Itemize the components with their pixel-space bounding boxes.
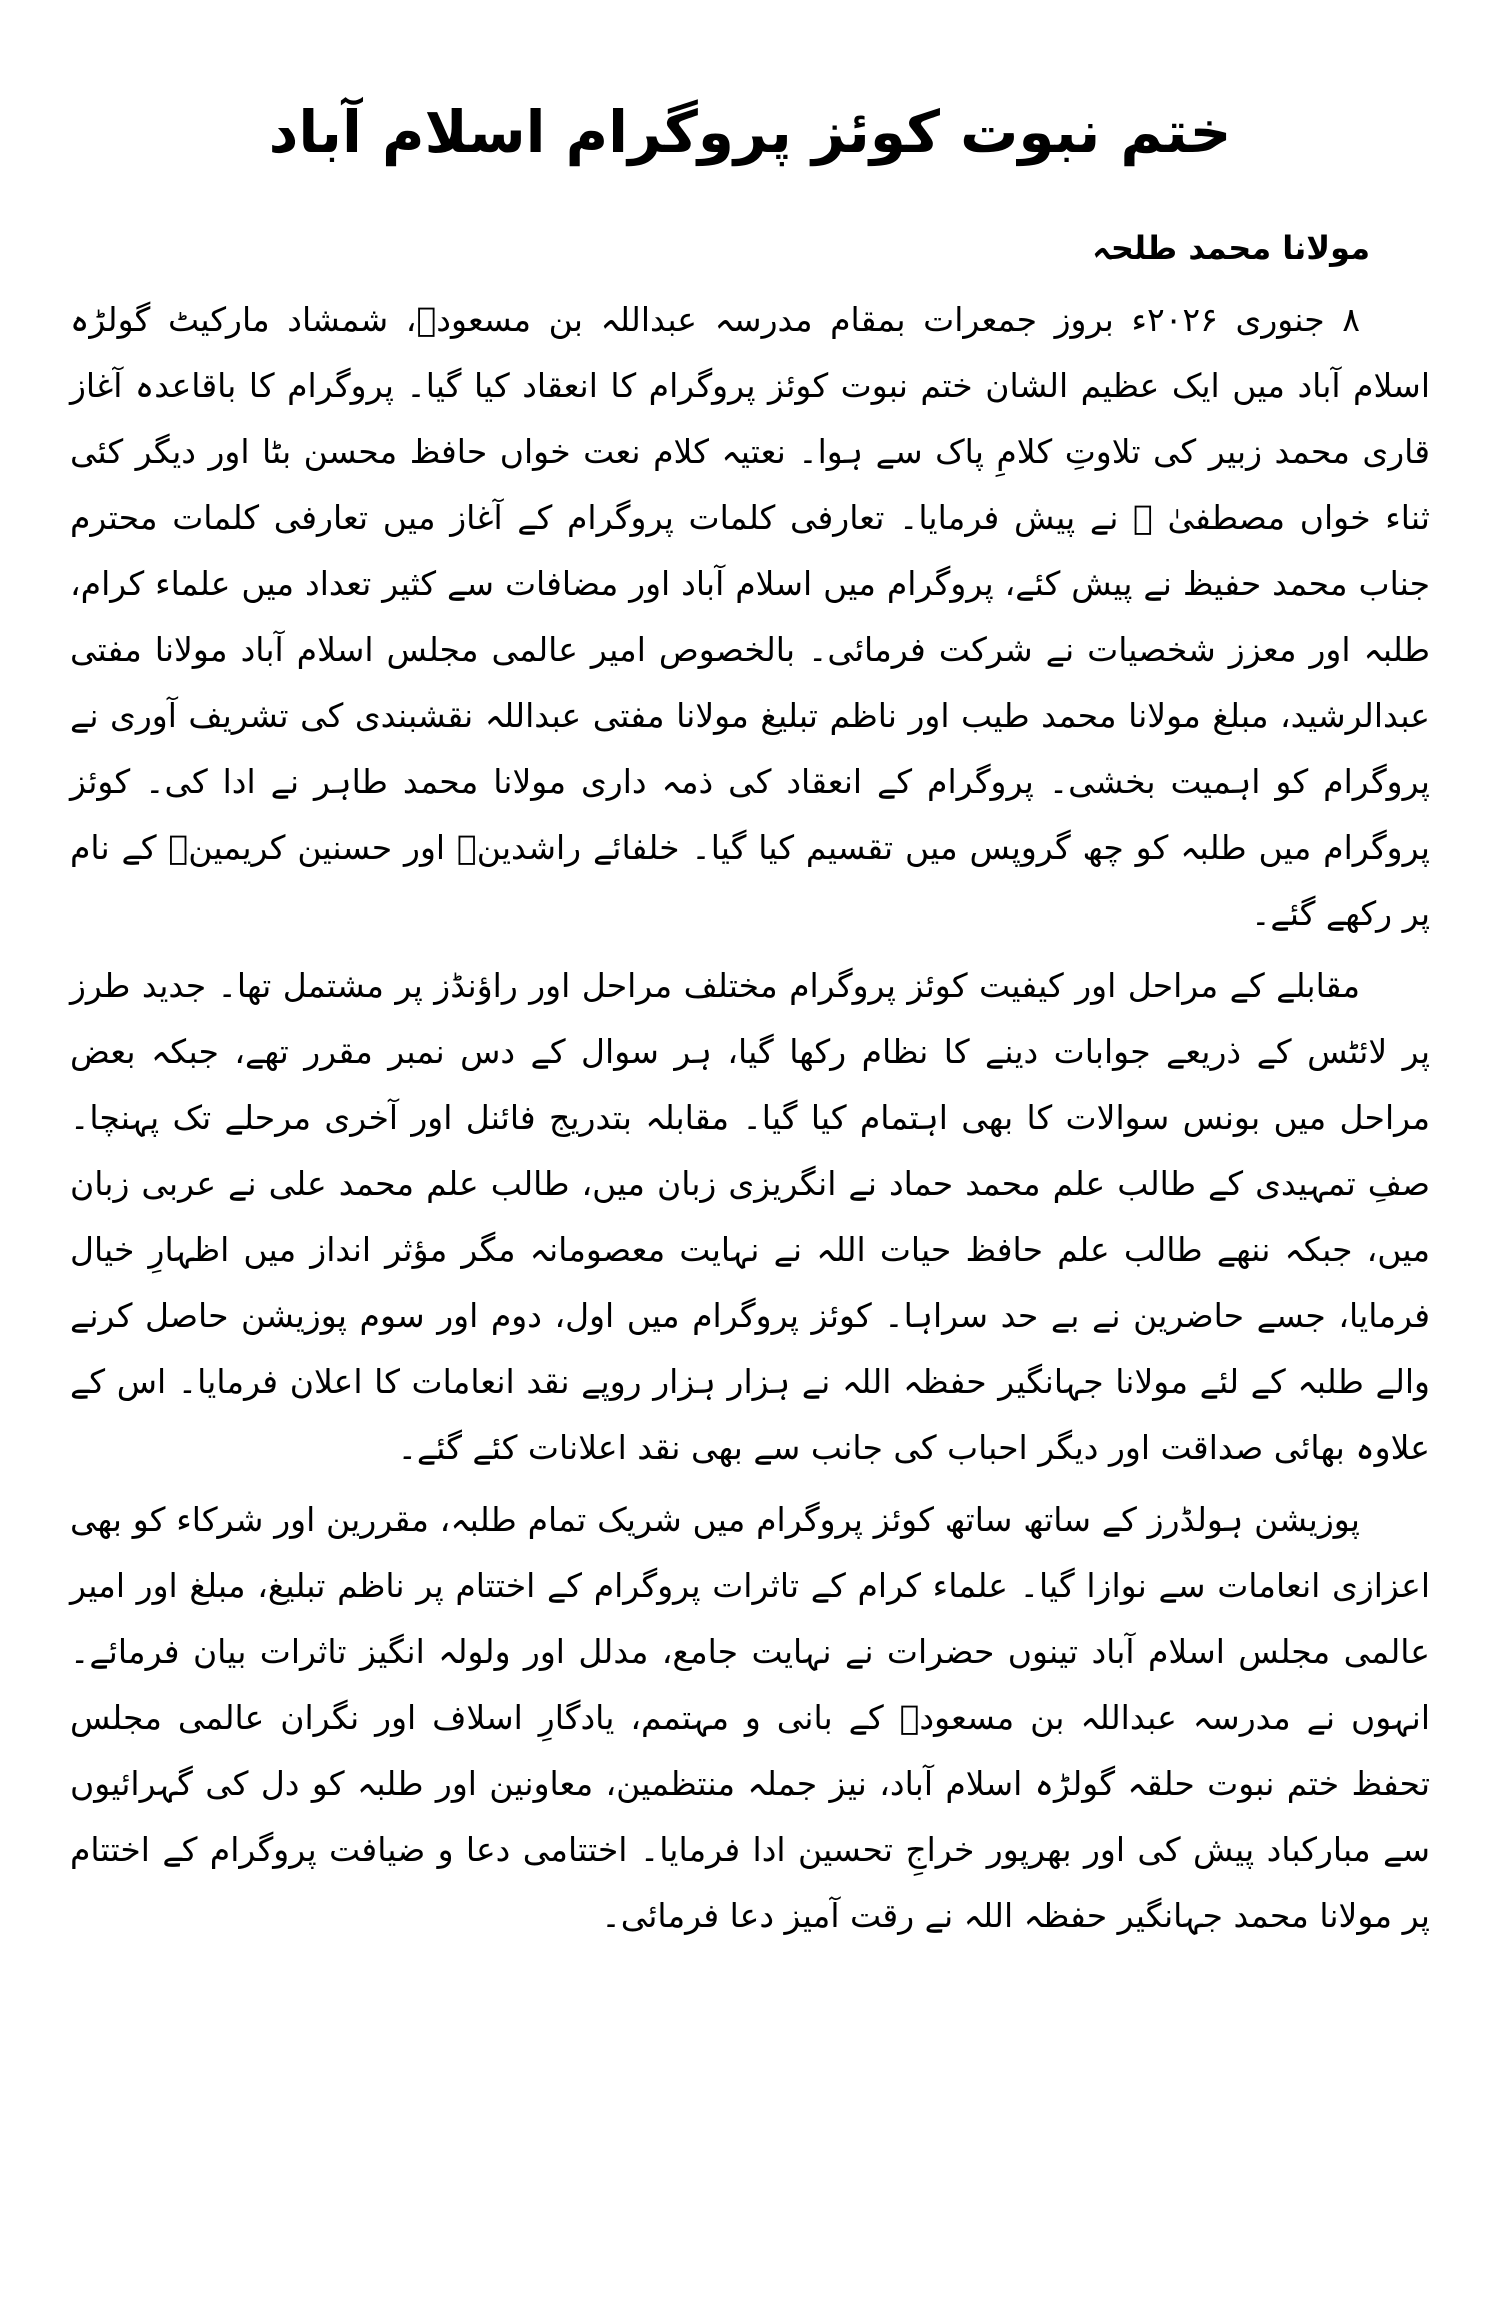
page-title: ختم نبوت کوئز پروگرام اسلام آباد <box>268 98 1232 166</box>
paragraph: پوزیشن ہولڈرز کے ساتھ ساتھ کوئز پروگرام میں شریک تمام طلبہ، مقررین اور شرکاء کو بھی اعزازی انعامات سے نوازا گیا۔ علماء کرام کے تاثرات پروگرام کے اختتام پر ناظم تبلیغ، مبلغ اور امیر عالمی مجلس اسلام آباد تینوں حضرات نے نہایت جامع، مدلل اور ولولہ انگیز تاثرات بیان فرمائے۔ انہوں نے مدرسہ عبداللہ بن مسعودؓ کے بانی و مہتمم، یادگارِ اسلاف اور نگران عالمی مجلس تحفظ ختم نبوت حلقہ گولڑہ اسلام آباد، نیز جملہ منتظمین، معاونین اور طلبہ کو دل کی گہرائیوں سے مبارکباد پیش کی اور بھرپور خراجِ تحسین ادا فرمایا۔ اختتامی دعا و ضیافت پروگرام کے اختتام پر مولانا محمد جہانگیر حفظہ اللہ نے رقت آمیز دعا فرمائی۔ <box>70 1500 1430 1936</box>
article-body <box>70 287 1430 1949</box>
paragraph: مقابلے کے مراحل اور کیفیت کوئز پروگرام مختلف مراحل اور راؤنڈز پر مشتمل تھا۔ جدید طرز پر لائٹس کے ذریعے جوابات دینے کا نظام رکھا گیا، ہر سوال کے دس نمبر مقرر تھے، جبکہ بعض مراحل میں بونس سوالات کا بھی اہتمام کیا گیا۔ مقابلہ بتدریج فائنل اور آخری مرحلے تک پہنچا۔ صفِ تمہیدی کے طالب علم محمد حماد نے انگریزی زبان میں، طالب علم محمد علی نے عربی زبان میں، جبکہ ننھے طالب علم حافظ حیات اللہ نے نہایت معصومانہ مگر مؤثر انداز میں اظہارِ خیال فرمایا، جسے حاضرین نے بے حد سراہا۔ کوئز پروگرام میں اول، دوم اور سوم پوزیشن حاصل کرنے والے طلبہ کے لئے مولانا جہانگیر حفظہ اللہ نے ہزار ہزار روپے نقد انعامات کا اعلان فرمایا۔ اس کے علاوہ بھائی صداقت اور دیگر احباب کی جانب سے بھی نقد اعلانات کئے گئے۔ <box>70 966 1430 1468</box>
paragraph: ۸ جنوری ۲۰۲۶ء بروز جمعرات بمقام مدرسہ عبداللہ بن مسعودؓ، شمشاد مارکیٹ گولڑہ اسلام آباد میں ایک عظیم الشان ختم نبوت کوئز پروگرام کا انعقاد کیا گیا۔ پروگرام کا باقاعدہ آغاز قاری محمد زبیر کی تلاوتِ کلامِ پاک سے ہوا۔ نعتیہ کلام نعت خواں حافظ محسن بٹا اور دیگر کئی ثناء خواں مصطفیٰ ﷺ نے پیش فرمایا۔ تعارفی کلمات پروگرام کے آغاز میں تعارفی کلمات محترم جناب محمد حفیظ نے پیش کئے، پروگرام میں اسلام آباد اور مضافات سے کثیر تعداد میں علماء کرام، طلبہ اور معزز شخصیات نے شرکت فرمائی۔ بالخصوص امیر عالمی مجلس اسلام آباد مولانا مفتی عبدالرشید، مبلغ مولانا محمد طیب اور ناظم تبلیغ مولانا مفتی عبداللہ نقشبندی کی تشریف آوری نے پروگرام کو اہمیت بخشی۔ پروگرام کے انعقاد کی ذمہ داری مولانا محمد طاہر نے ادا کی۔ کوئز پروگرام میں طلبہ کو چھ گروپس میں تقسیم کیا گیا۔ خلفائے راشدینؓ اور حسنین کریمینؓ کے نام پر رکھے گئے۔ <box>70 300 1430 934</box>
author-byline: مولانا محمد طلحہ <box>1092 229 1370 268</box>
